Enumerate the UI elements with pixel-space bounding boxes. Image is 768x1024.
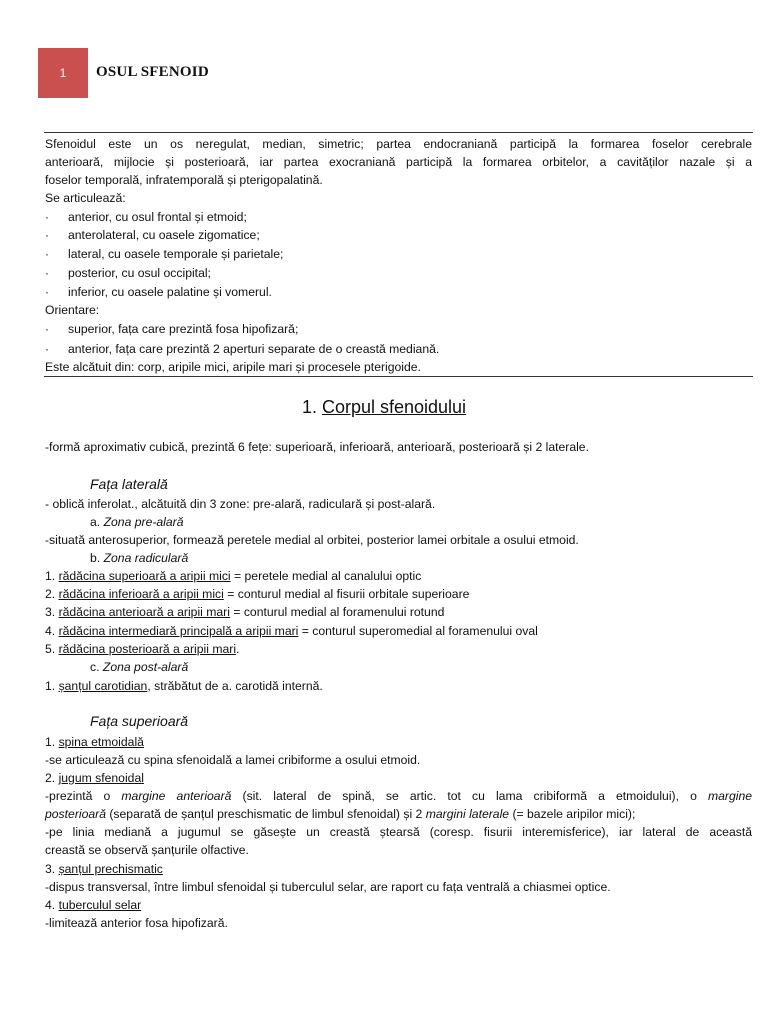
root-term: rădăcina superioară a aripii mici (58, 569, 231, 583)
section-number: 1. (301, 397, 317, 417)
superior-item-3-desc: -dispus transversal, între limbul sfenoidal și tuberculul selar, are raport cu fața ventrală a chiasmei optice. (45, 880, 611, 894)
root-item (45, 567, 752, 585)
zone-b-title: Zona radiculară (103, 551, 189, 565)
document-title: OSUL SFENOID (96, 64, 209, 80)
articulation-item: anterolateral, cu oasele zigomatice; (68, 228, 260, 242)
zone-c-heading (90, 658, 768, 676)
articulation-item: inferior, cu oasele palatine și vomerul. (68, 285, 272, 299)
jugum-desc-line-3: -pe linia mediană a jugumul se găsește un creastă ștearsă (coresp. fisurii interemisferice), iar lateral de această (45, 825, 752, 839)
text: -prezintă o (45, 789, 122, 803)
post-num: 1. (45, 679, 56, 693)
item-num: 4. (45, 898, 56, 912)
text-italic: margine (707, 789, 752, 803)
intro-line-2: anterioară, mijlocie și posterioară, iar partea exocraniană participă la formarea orbitelor, a cavităților nazale și a (45, 155, 752, 169)
bullet: · (45, 210, 49, 224)
root-term: rădăcina posterioară a aripii mari (58, 642, 237, 656)
zone-a-letter: a. (90, 515, 101, 529)
text: (separată de șanțul preschismatic de limbul sfenoidal) și 2 (105, 807, 426, 821)
root-rest: = peretele medial al canalului optic (230, 569, 422, 583)
item-num: 2. (45, 771, 56, 785)
superior-face-heading: Fața superioară (90, 713, 189, 729)
root-term: rădăcina anterioară a aripii mari (58, 605, 230, 619)
composition-line: Este alcătuit din: corp, aripile mici, aripile mari și procesele pterigoide. (45, 360, 421, 374)
jugum-desc-line-2 (45, 805, 752, 823)
root-term: rădăcina intermediară principală a aripii mari (58, 624, 299, 638)
bottom-rule (44, 376, 753, 377)
zone-a-heading (90, 513, 768, 531)
root-rest: = conturul superomedial al foramenului oval (298, 624, 538, 638)
orientation-item: anterior, fața care prezintă 2 aperturi separate de o creastă mediană. (68, 342, 440, 356)
jugum-desc-line-4: creastă se observă șanțurile olfactive. (45, 843, 249, 857)
post-rest: , străbătut de a. carotidă internă. (147, 679, 323, 693)
jugum-desc-line-1 (45, 787, 752, 805)
orientation-heading: Orientare: (45, 303, 100, 317)
root-item (45, 622, 752, 640)
articulation-item: lateral, cu oasele temporale și parietale; (68, 247, 284, 261)
section-shape-desc: -formă aproximativ cubică, prezintă 6 fețe: superioară, inferioară, anterioară, posterioară și 2 laterale. (45, 440, 589, 454)
root-num: 3. (45, 605, 56, 619)
item-term: șanțul prechismatic (58, 862, 163, 876)
text-italic: margini laterale (425, 807, 510, 821)
root-rest: = conturul medial al foramenului rotund (229, 605, 445, 619)
superior-item-4-desc: -limitează anterior fosa hipofizară. (45, 916, 228, 930)
articulates-heading: Se articulează: (45, 191, 126, 205)
intro-line-3: foselor temporală, infratemporală și pterigopalatină. (45, 173, 323, 187)
superior-item-1-desc: -se articulează cu spina sfenoidală a lamei cribiforme a osului etmoid. (45, 753, 421, 767)
root-item (45, 603, 752, 621)
bullet: · (45, 266, 49, 280)
zone-b-heading (90, 549, 768, 567)
root-rest: = conturul medial al fisurii orbitale superioare (223, 587, 470, 601)
post-term: șanțul carotidian (58, 679, 148, 693)
page-number-badge (38, 48, 88, 98)
zone-a-desc: -situată anterosuperior, formează peretele medial al orbitei, posterior lamei orbitale a osului etmoid. (45, 533, 579, 547)
post-alar-item (45, 677, 752, 695)
section-title-text: Corpul sfenoidului (321, 397, 467, 417)
root-rest: . (236, 642, 240, 656)
zone-b-letter: b. (90, 551, 101, 565)
text-italic: posterioară (45, 807, 106, 821)
text-italic: margine anterioară (121, 789, 232, 803)
root-num: 2. (45, 587, 56, 601)
item-term: spina etmoidală (58, 735, 144, 749)
top-rule (44, 132, 753, 133)
superior-item-1 (45, 733, 752, 751)
bullet: · (45, 342, 49, 356)
articulation-item: anterior, cu osul frontal și etmoid; (68, 210, 247, 224)
superior-item-4 (45, 896, 752, 914)
intro-line-1: Sfenoidul este un os neregulat, median, simetric; partea endocraniană participă la formarea foselor cerebrale (45, 137, 752, 151)
item-term: jugum sfenoidal (58, 771, 144, 785)
section-title (0, 397, 768, 418)
page-number: 1 (59, 66, 67, 80)
root-num: 5. (45, 642, 56, 656)
bullet: · (45, 322, 49, 336)
root-term: rădăcina inferioară a aripii mici (58, 587, 224, 601)
item-term: tuberculul selar (58, 898, 142, 912)
bullet: · (45, 228, 49, 242)
orientation-item: superior, fața care prezintă fosa hipofizară; (68, 322, 299, 336)
zone-c-letter: c. (90, 660, 100, 674)
articulation-item: posterior, cu osul occipital; (68, 266, 211, 280)
bullet: · (45, 285, 49, 299)
item-num: 1. (45, 735, 56, 749)
superior-item-2 (45, 769, 752, 787)
lateral-face-heading: Fața laterală (90, 476, 168, 492)
root-num: 4. (45, 624, 56, 638)
item-num: 3. (45, 862, 56, 876)
root-item (45, 640, 752, 658)
zone-c-title: Zona post-alară (102, 660, 189, 674)
root-num: 1. (45, 569, 56, 583)
zone-a-title: Zona pre-alară (103, 515, 184, 529)
lateral-face-desc: - oblică inferolat., alcătuită din 3 zone: pre-alară, radiculară și post-alară. (45, 497, 436, 511)
bullet: · (45, 247, 49, 261)
superior-item-3 (45, 860, 752, 878)
text: (= bazele aripilor mici); (509, 807, 636, 821)
root-item (45, 585, 752, 603)
text: (sit. lateral de spină, se artic. tot cu lama cribiformă a etmoidului), o (231, 789, 708, 803)
